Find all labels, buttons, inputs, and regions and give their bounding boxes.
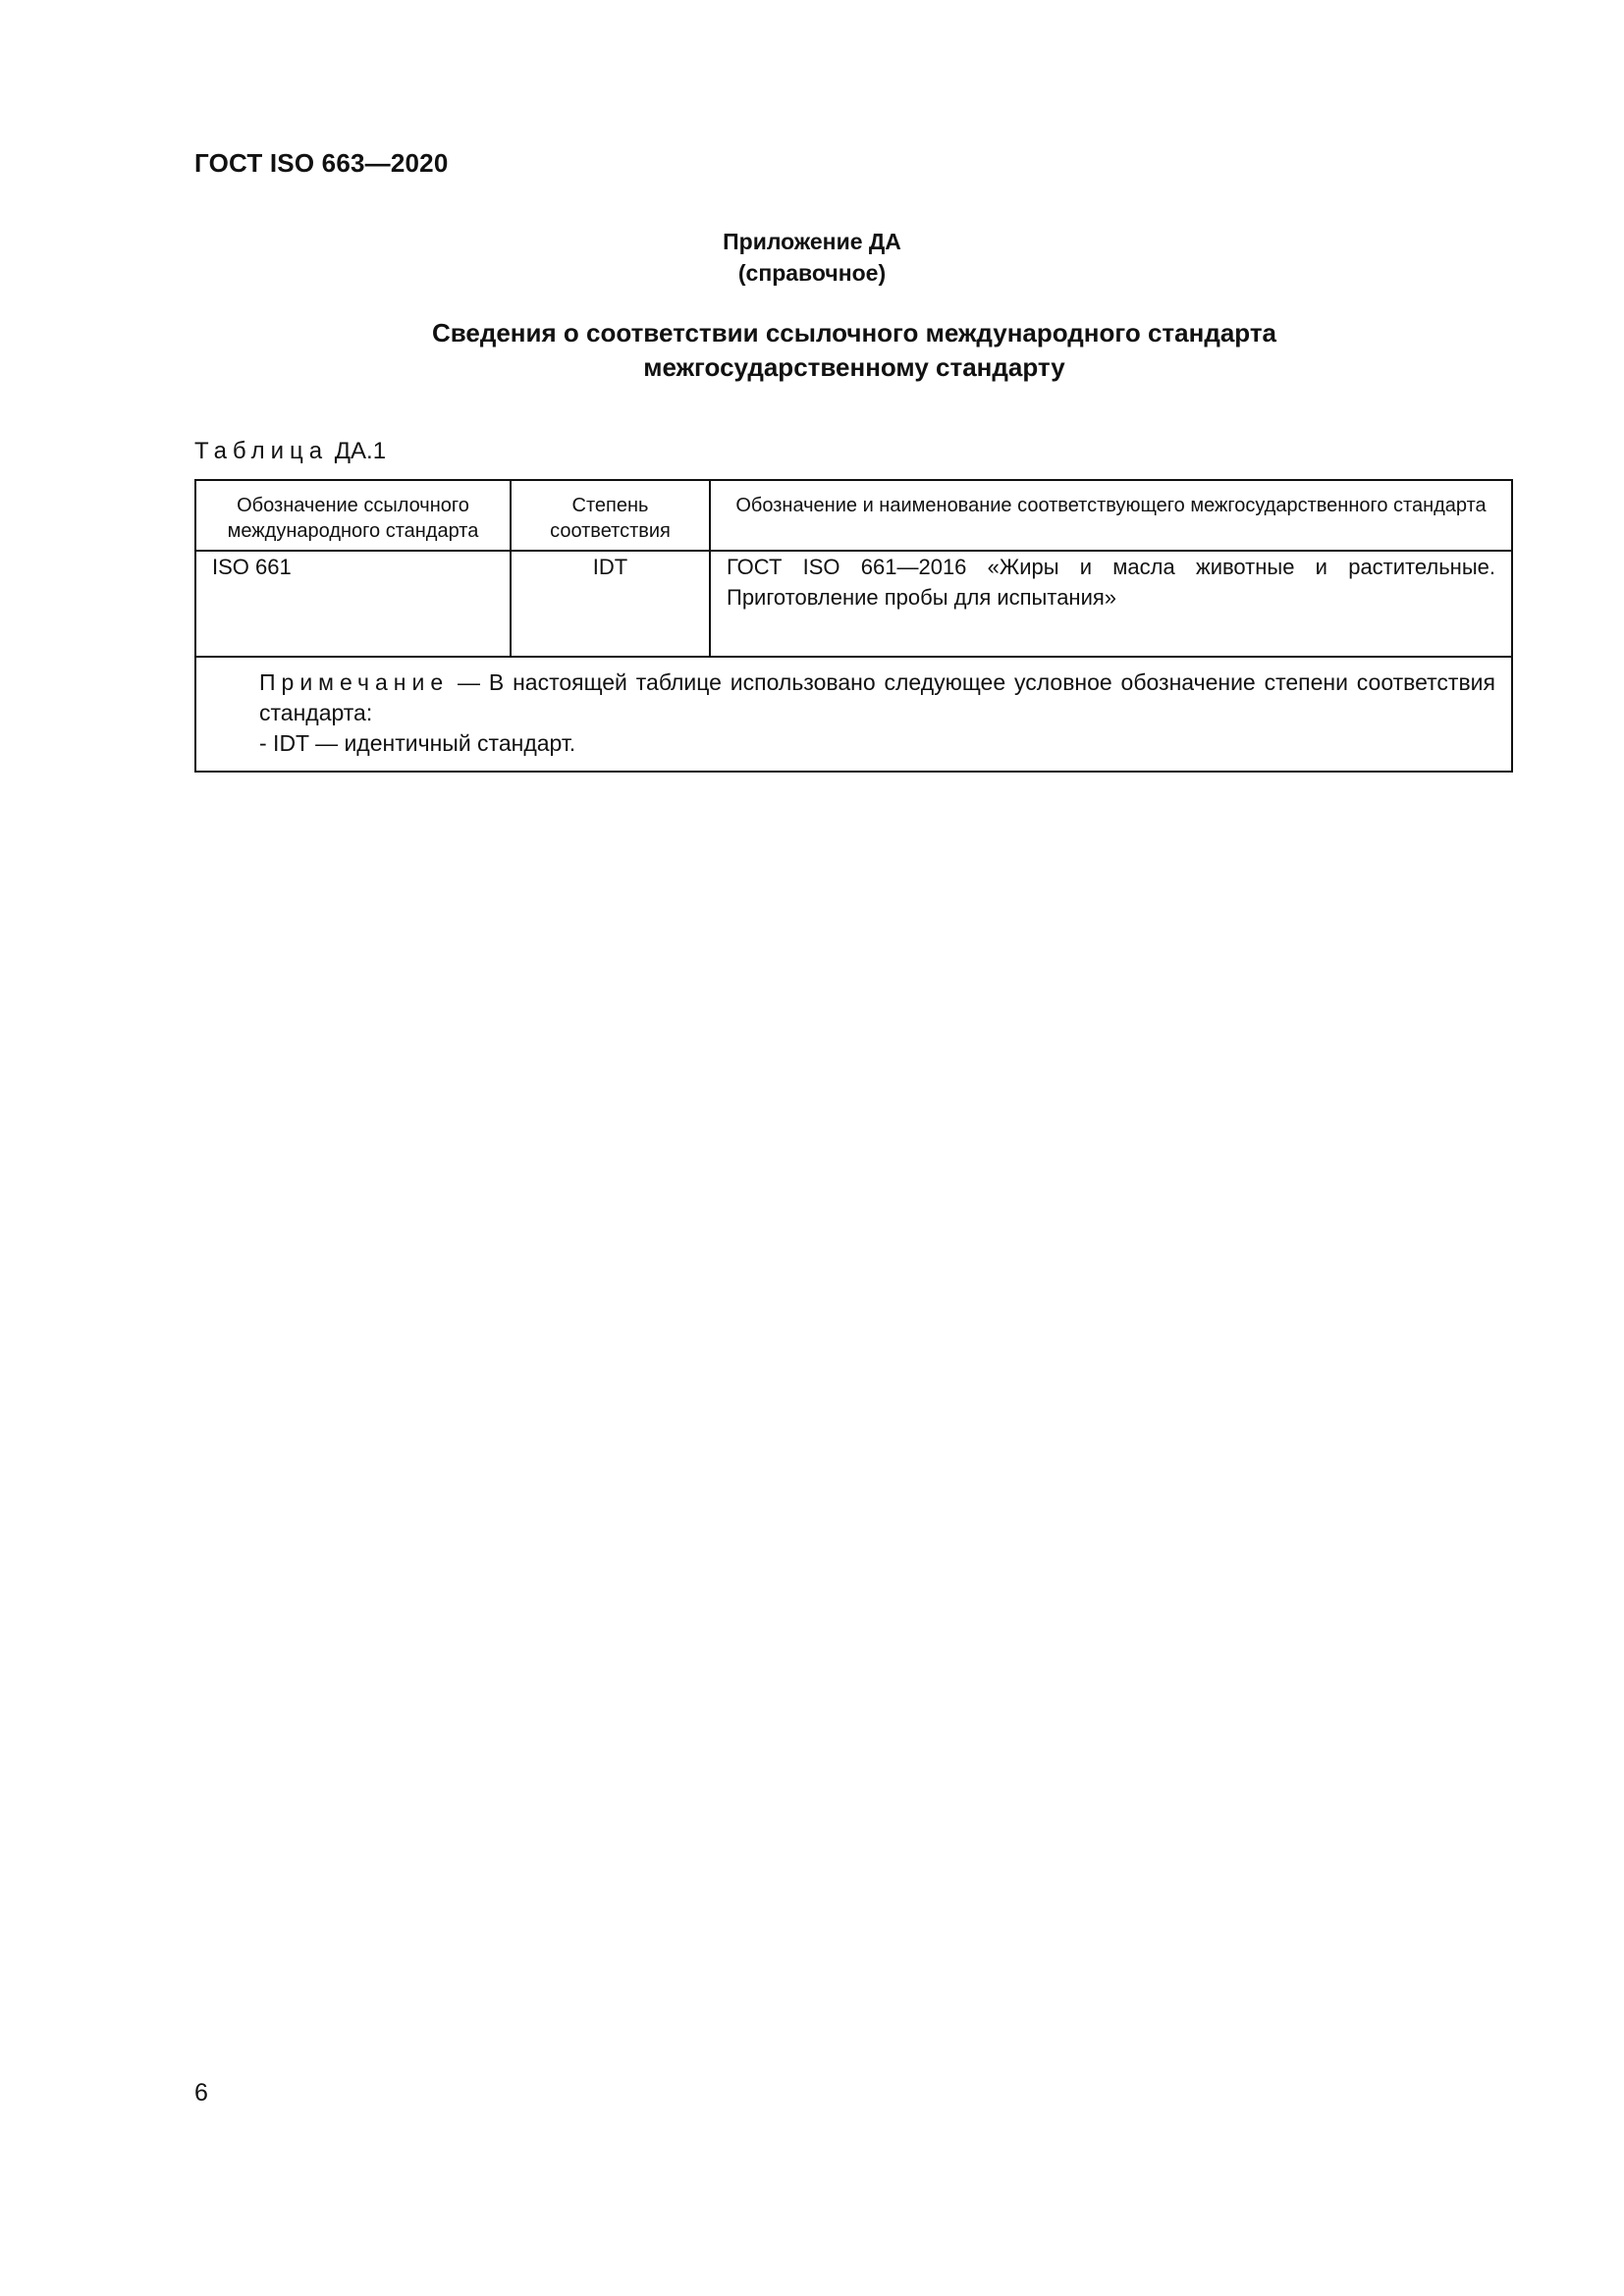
header-degree: Степень соответствия <box>511 480 710 551</box>
header-interstate-standard: Обозначение и наименование соответствующего межгосударственного стандарта <box>710 480 1512 551</box>
annex-heading <box>0 226 1624 289</box>
cell-degree: IDT <box>511 551 710 657</box>
document-code: ГОСТ ISO 663—2020 <box>194 148 449 178</box>
table-note <box>195 657 1512 772</box>
note-label: Примечание <box>259 669 450 695</box>
table-caption <box>194 438 386 465</box>
section-title-line1: Сведения о соответствии ссылочного международного стандарта <box>431 318 1277 347</box>
section-title-line2: межгосударственному стандарту <box>643 352 1065 382</box>
cell-ref-standard: ISO 661 <box>195 551 511 657</box>
section-title <box>295 316 1414 385</box>
note-item: - IDT — идентичный стандарт. <box>259 730 576 756</box>
annex-subtitle: (справочное) <box>737 260 887 286</box>
header-ref-standard: Обозначение ссылочного международного стандарта <box>195 480 511 551</box>
correspondence-table <box>194 479 1513 773</box>
table-row <box>195 551 1512 657</box>
cell-interstate-standard: ГОСТ ISO 661—2016 «Жиры и масла животные и растительные. Приготовление пробы для испытания» <box>710 551 1512 657</box>
table-caption-label: Таблица <box>194 438 329 464</box>
table-caption-number: ДА.1 <box>334 438 387 464</box>
page-number: 6 <box>194 2079 208 2107</box>
table-note-row <box>195 657 1512 772</box>
annex-title: Приложение ДА <box>723 229 901 254</box>
table-header-row <box>195 480 1512 551</box>
note-text: — В настоящей таблице использовано следующее условное обозначение степени соответствия стандарта: <box>259 669 1495 725</box>
